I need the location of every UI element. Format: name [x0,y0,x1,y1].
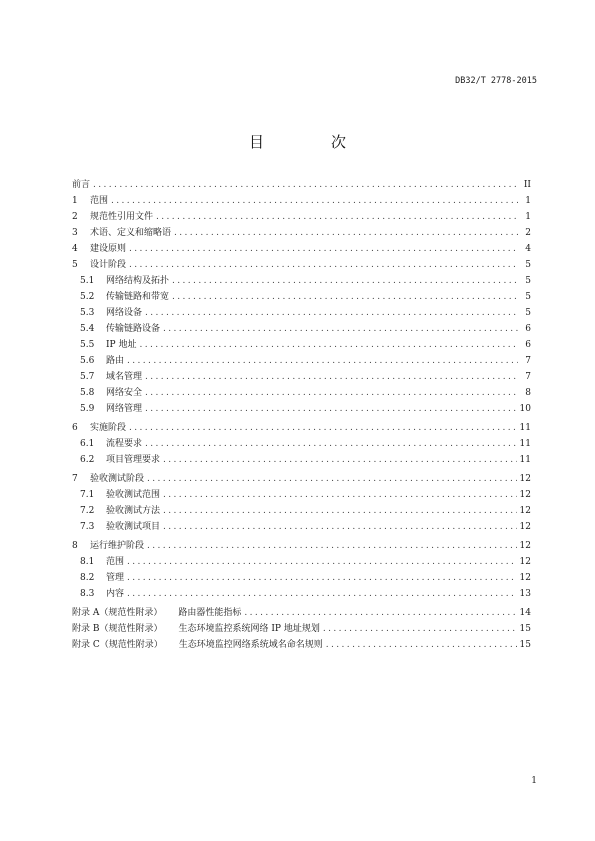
toc-entry-page: 2 [525,228,531,238]
toc-entry-number: 7 [72,474,78,484]
toc-entry-title: 验收测试阶段 [90,474,145,484]
toc-entry-number: 6 [72,423,78,433]
toc-entry[interactable] [72,519,531,535]
toc-entry[interactable] [72,452,531,468]
toc-entry-number: 5.8 [80,388,95,398]
toc-entry-number: 5.9 [80,404,95,414]
dot-leader [111,196,518,206]
toc-entry[interactable] [72,241,531,257]
toc-entry-number: 8.3 [80,589,95,599]
dot-leader [145,388,518,398]
toc-entry-page: 8 [525,388,531,398]
toc-entry-label [72,257,126,270]
toc-entry-page: 7 [525,372,531,382]
toc-entry[interactable] [72,321,531,337]
toc-entry-title: 管理 [106,573,125,583]
toc-entry-title: 术语、定义和缩略语 [90,228,172,238]
toc-entry-label [80,321,160,334]
toc-entry-number: 4 [72,244,78,254]
toc-entry-number: 7.2 [80,506,95,516]
toc-entry-label [80,452,160,465]
toc-entry-title: 传输链路设备 [106,324,161,334]
toc-entry-page: 11 [519,455,531,465]
toc-entry[interactable] [72,471,531,487]
toc-entry-number: 3 [72,228,78,238]
toc-entry-page: 12 [519,490,531,500]
toc-entry-page: 11 [519,439,531,449]
toc-entry-number: 5 [72,260,78,270]
toc-entry[interactable] [72,503,531,519]
toc-entry-page: 11 [519,423,531,433]
toc-entry-page: 12 [519,557,531,567]
toc-entry-page: 13 [519,589,531,599]
toc-entry-label [72,241,126,254]
toc-entry-label [72,209,153,222]
toc-entry-label [80,487,160,500]
toc-entry-number: 5.1 [80,276,95,286]
dot-leader [163,506,517,516]
toc-entry-page: 12 [519,541,531,551]
toc-entry-page: 14 [519,608,531,618]
toc-entry-number: 5.6 [80,356,95,366]
toc-entry-title: 流程要求 [106,439,143,449]
toc-entry-number: 8 [72,541,78,551]
toc-entry-number: 5.5 [80,340,95,350]
toc-entry-title: 生态环境监控网络系统域名命名规则 [178,640,323,650]
dot-leader [129,260,518,270]
toc-entry[interactable] [72,225,531,241]
toc-entry-number: 5.7 [80,372,95,382]
toc-entry-number: 附录 B（规范性附录） [72,624,163,634]
toc-entry[interactable] [72,538,531,554]
toc-entry-label [72,471,144,484]
toc-entry[interactable] [72,637,531,653]
toc-entry-number: 7.3 [80,522,95,532]
toc-entry-title: 内容 [106,589,125,599]
toc-entry-title: 生态环境监控系统网络 IP 地址规划 [178,624,320,634]
toc-entry-label [80,385,142,398]
dot-leader [174,228,518,238]
dot-leader [163,324,518,334]
toc-entry-label [80,436,142,449]
toc-entry-label [80,503,160,516]
dot-leader [145,404,517,414]
toc-entry-title: 验收测试范围 [106,490,161,500]
toc-entry-number: 6.2 [80,455,95,465]
toc-entry-page: 6 [525,340,531,350]
toc-entry[interactable] [72,605,531,621]
toc-entry-label [80,289,169,302]
toc-entry-label [72,637,323,650]
toc-entry-page: 5 [525,260,531,270]
toc-entry-number: 6.1 [80,439,95,449]
toc-entry[interactable] [72,385,531,401]
toc-entry[interactable] [72,305,531,321]
toc-entry[interactable] [72,401,531,417]
toc-entry-page: 1 [525,212,531,222]
toc-entry-page: 10 [519,404,531,414]
toc-entry[interactable] [72,420,531,436]
dot-leader [172,276,518,286]
toc-entry-page: 12 [519,522,531,532]
toc-entry[interactable] [72,436,531,452]
toc-entry-title: 传输链路和带宽 [106,292,170,302]
dot-leader [145,308,518,318]
toc-entry[interactable] [72,257,531,273]
toc-entry-page: II [523,180,531,190]
toc-entry-number: 7.1 [80,490,95,500]
dot-leader [244,608,516,618]
toc-entry[interactable] [72,487,531,503]
dot-leader [129,244,518,254]
toc-entry-page: 5 [525,308,531,318]
toc-entry-title: 域名管理 [106,372,143,382]
toc-entry-number: 5.4 [80,324,95,334]
toc-entry-title: 项目管理要求 [106,455,161,465]
dot-leader [172,292,518,302]
dot-leader [156,212,518,222]
dot-leader [147,541,517,551]
toc-entry-number: 附录 A（规范性附录） [72,608,163,618]
toc-entry[interactable] [72,177,531,193]
toc-entry-page: 12 [519,573,531,583]
toc-entry-page: 12 [519,506,531,516]
toc-entry-title: 验收测试方法 [106,506,161,516]
toc-entry-label [80,554,124,567]
toc-entry[interactable] [72,570,531,586]
page-title: 目 次 [248,133,372,151]
toc-entry-title: 规范性引用文件 [90,212,154,222]
toc-entry-title: 验收测试项目 [106,522,161,532]
dot-leader [326,640,517,650]
toc-entry-label [80,369,142,382]
toc-entry[interactable] [72,273,531,289]
toc-entry-title: 范围 [90,196,109,206]
toc-entry-title: 网络安全 [106,388,143,398]
toc-entry-page: 15 [519,640,531,650]
toc-entry[interactable] [72,289,531,305]
toc-entry-title: 设计阶段 [90,260,127,270]
page-number: 1 [531,776,537,786]
toc-entry[interactable] [72,193,531,209]
table-of-contents [72,177,531,653]
toc-entry-label [72,538,144,551]
toc-entry-title: 网络结构及拓扑 [106,276,170,286]
toc-entry-title: 网络设备 [106,308,143,318]
dot-leader [145,372,518,382]
dot-leader [323,624,517,634]
toc-entry-label [80,570,124,583]
toc-entry[interactable] [72,353,531,369]
toc-entry-page: 5 [525,276,531,286]
toc-entry[interactable] [72,369,531,385]
toc-entry-label [72,193,108,206]
toc-entry-number: 2 [72,212,78,222]
dot-leader [163,522,517,532]
dot-leader [163,490,517,500]
dot-leader [145,439,517,449]
dot-leader [127,573,517,583]
toc-entry-label [80,273,169,286]
dot-leader [127,356,518,366]
toc-entry[interactable] [72,621,531,637]
toc-entry-title: 路由 [106,356,125,366]
toc-entry-number: 1 [72,196,78,206]
dot-leader [139,340,518,350]
toc-entry-page: 4 [525,244,531,254]
toc-entry[interactable] [72,586,531,602]
dot-leader [127,557,517,567]
toc-entry-number: 8.1 [80,557,95,567]
toc-entry-page: 12 [519,474,531,484]
toc-entry[interactable] [72,209,531,225]
toc-entry-label [72,177,90,190]
toc-entry-label [72,420,126,433]
toc-entry-label [80,519,160,532]
toc-entry-title: 前言 [72,180,91,190]
toc-entry-label [72,621,320,634]
dot-leader [127,589,517,599]
toc-entry-title: IP 地址 [106,340,137,350]
toc-entry-label [80,337,136,350]
toc-entry-title: 范围 [106,557,125,567]
document-code: DB32/T 2778-2015 [455,76,537,86]
toc-entry-page: 15 [519,624,531,634]
toc-entry-label [80,305,142,318]
toc-entry-page: 5 [525,292,531,302]
toc-entry-title: 建设原则 [90,244,127,254]
toc-entry-title: 路由器性能指标 [178,608,242,618]
toc-entry-label [72,225,171,238]
dot-leader [163,455,517,465]
toc-entry-page: 6 [525,324,531,334]
toc-entry-label [80,353,124,366]
toc-entry-number: 5.3 [80,308,95,318]
toc-entry-page: 1 [525,196,531,206]
toc-entry-page: 7 [525,356,531,366]
toc-entry-number: 8.2 [80,573,95,583]
toc-entry-title: 运行维护阶段 [90,541,145,551]
toc-entry-label [80,586,124,599]
toc-entry[interactable] [72,337,531,353]
toc-entry-title: 实施阶段 [90,423,127,433]
dot-leader [147,474,517,484]
toc-entry[interactable] [72,554,531,570]
dot-leader [129,423,517,433]
dot-leader [93,180,518,190]
toc-entry-title: 网络管理 [106,404,143,414]
toc-entry-number: 5.2 [80,292,95,302]
toc-entry-label [72,605,241,618]
toc-entry-label [80,401,142,414]
toc-entry-number: 附录 C（规范性附录） [72,640,163,650]
